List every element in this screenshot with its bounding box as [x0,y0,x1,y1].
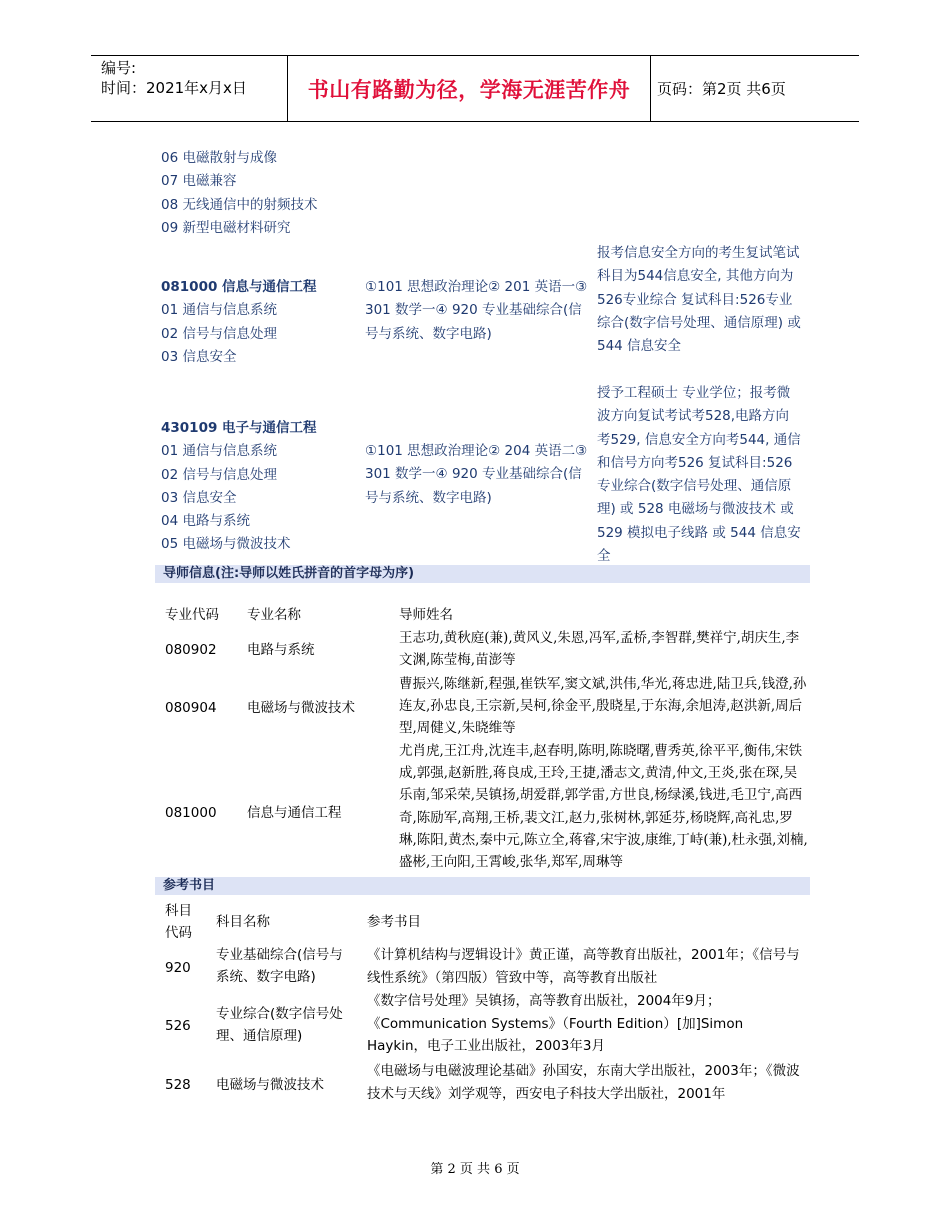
advisor-row-major: 电磁场与微波技术 [247,700,355,716]
program-430109 [161,417,317,557]
advisor-row-code: 081000 [165,805,217,821]
list-item: 02 信号与信息处理 [161,466,277,483]
reference-row-subject: 电磁场与微波技术 [216,1077,324,1093]
header-page-number: 页码：第2页 共6页 [657,80,786,98]
advisor-row-code: 080902 [165,642,217,658]
program-code: 081000 信息与通信工程 [161,279,317,295]
program-note: 授予工程硕士 专业学位；报考微波方向复试考试考528,电路方向考529, 信息安全方向考544, 通信和信号方向考526 复试科目:526专业综合(数字信号处理、通信原理) 或 528 电磁场与微波技术 或 529 模拟电子线路 或 544 信息安全 [597,385,801,565]
doc-date: 时间：2021年x月x日 [101,79,247,97]
header-meta [101,58,247,98]
header-divider-right [650,55,651,122]
list-item: 05 电磁场与微波技术 [161,536,291,553]
section-band-references: 参考书目 [155,877,810,895]
program-note: 报考信息安全方向的考生复试笔试科目为544信息安全, 其他方向为526专业综合 复试科目:526专业综合(数字信号处理、通信原理) 或 544 信息安全 [597,245,801,355]
list-item: 04 电路与系统 [161,513,250,530]
program-081000 [161,276,317,369]
reference-row-subject: 专业基础综合(信号与系统、数字电路) [216,947,343,985]
list-item: 08 无线通信中的射频技术 [161,196,318,213]
references-header-code: 科目代码 [165,903,192,941]
list-item: 02 信号与信息处理 [161,325,277,342]
doc-number-label: 编号: [101,59,137,77]
list-item: 03 信息安全 [161,348,237,365]
list-item: 03 信息安全 [161,489,237,506]
program-exam-subjects: ①101 思想政治理论② 201 英语一③ 301 数学一④ 920 专业基础综合(信号与系统、数字电路) [365,279,588,342]
page-footer: 第 2 页 共 6 页 [430,1162,520,1177]
list-item: 06 电磁散射与成像 [161,150,277,166]
research-direction-list [161,147,317,240]
reference-row-books: 《计算机结构与逻辑设计》黄正谨，高等教育出版社，2001年；《信号与线性系统》（第四版）管致中等，高等教育出版社 [367,947,800,986]
advisors-header-code: 专业代码 [165,607,219,623]
reference-row-code: 920 [165,960,191,976]
list-item: 01 通信与信息系统 [161,302,277,319]
reference-row-subject: 专业综合(数字信号处理、通信原理) [216,1006,343,1044]
section-band-advisors: 导师信息(注:导师以姓氏拼音的首字母为序) [155,565,810,583]
header-motto: 书山有路勤为径，学海无涯苦作舟 [307,77,631,102]
references-header-books: 参考书目 [367,914,421,930]
advisor-row-major: 信息与通信工程 [247,805,342,821]
header-top-rule [91,55,859,56]
program-code: 430109 电子与通信工程 [161,420,317,436]
reference-row-code: 526 [165,1018,191,1034]
advisor-row-teachers: 曹振兴,陈继新,程强,崔铁军,窦文斌,洪伟,华光,蒋忠进,陆卫兵,钱澄,孙连友,孙忠良,王宗新,吴柯,徐金平,殷晓星,于东海,余旭涛,赵洪新,周后型,周健义,朱晓维等 [399,676,807,737]
header-bottom-rule [91,121,859,122]
list-item: 07 电磁兼容 [161,173,237,190]
list-item: 09 新型电磁材料研究 [161,219,291,236]
advisor-row-code: 080904 [165,700,217,716]
reference-row-books: 《电磁场与电磁波理论基础》孙国安，东南大学出版社，2003年；《微波技术与天线》刘学观等，西安电子科技大学出版社，2001年 [367,1063,800,1102]
reference-row-books: 《数字信号处理》吴镇扬，高等教育出版社，2004年9月；《Communication Systems》（Fourth Edition）[加]Simon Haykin，电子工业出版社，2003年3月 [367,993,744,1054]
advisors-header-name: 专业名称 [247,607,301,623]
program-exam-subjects: ①101 思想政治理论② 204 英语二③ 301 数学一④ 920 专业基础综合(信号与系统、数字电路) [365,443,588,506]
list-item: 01 通信与信息系统 [161,443,277,460]
references-header-name: 科目名称 [216,914,270,930]
advisor-row-teachers: 尤肖虎,王江舟,沈连丰,赵春明,陈明,陈晓曙,曹秀英,徐平平,衡伟,宋铁成,郭强,赵新胜,蒋良成,王玲,王捷,潘志文,黄清,仲文,王炎,张在琛,吴乐南,邹采荣,吴镇扬,胡爱群,郭学雷,方世良,杨绿溪,钱进,毛卫宁,高西奇,陈励军,高翔,王桥,裴文江,赵力,张树林,郭延芬,杨晓辉,高礼忠,罗琳,陈阳,黄杰,秦中元,陈立全,蒋睿,宋宇波,康维,丁峙(兼),杜永强,刘楠,盛彬,王向阳,王霄峻,张华,郑军,周琳等 [399,743,808,871]
advisor-row-major: 电路与系统 [247,642,315,658]
advisors-header-teachers: 导师姓名 [399,607,453,623]
reference-row-code: 528 [165,1077,191,1093]
advisor-row-teachers: 王志功,黄秋庭(兼),黄风义,朱恩,冯军,孟桥,李智群,樊祥宁,胡庆生,李文渊,陈莹梅,苗澎等 [399,630,800,669]
